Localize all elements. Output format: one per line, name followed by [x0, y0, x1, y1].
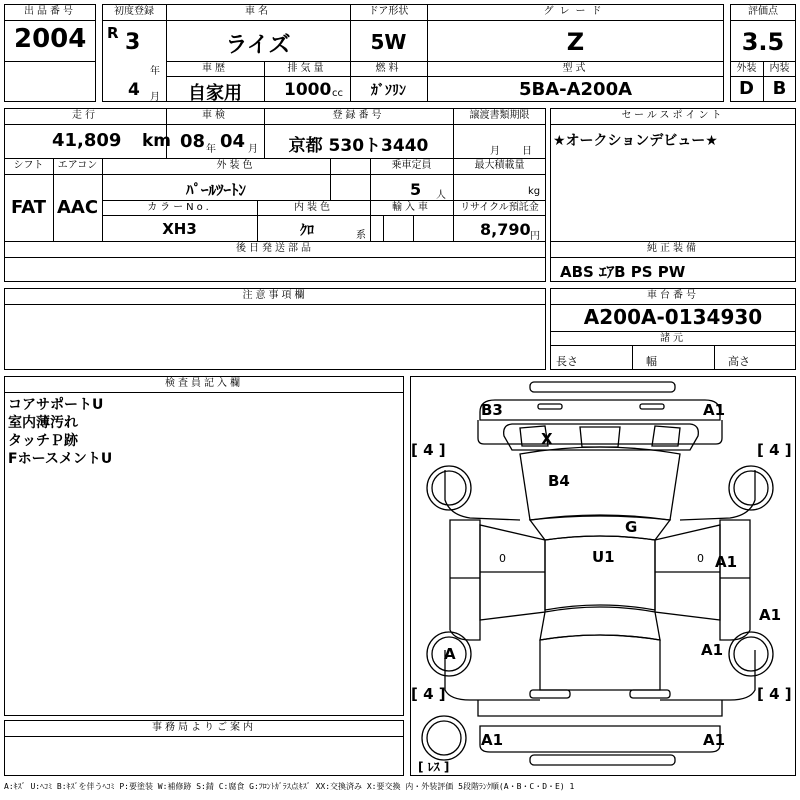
inspect-month-unit: 月 [248, 144, 258, 155]
damage-mark-a1-right-3: A1 [701, 641, 724, 659]
first-reg-year: 3 [125, 30, 141, 55]
sales-label: セールスポイント [621, 110, 725, 121]
damage-mark-a1-top-right: A1 [703, 401, 726, 419]
model-label: 型式 [562, 63, 589, 74]
color-label: 外装色 [216, 160, 256, 171]
tire-rear-left: [ 4 ] [411, 685, 446, 703]
inspector-label: 検査員記入欄 [165, 378, 243, 389]
mileage-label: 走行 [72, 110, 98, 121]
recycle-label: リサイクル預託金 [460, 202, 539, 213]
score: 3.5 [741, 28, 785, 56]
plate-label: 登録番号 [332, 110, 385, 121]
equip-label: 純正装備 [647, 243, 699, 254]
damage-mark-a1-bottom-left: A1 [481, 731, 504, 749]
damage-mark-b4: B4 [548, 472, 570, 490]
int-color: ｸﾛ [300, 223, 314, 239]
inspector-line-1: コアサポートU [8, 397, 104, 413]
transfer-month: 月 [490, 146, 500, 157]
ext-grade: D [739, 78, 754, 99]
ext-color: ﾊﾟｰﾙﾂｰﾄﾝ [185, 181, 246, 199]
history-label: 車歴 [202, 63, 228, 74]
history: 自家用 [188, 83, 242, 104]
later-label: 後日発送部品 [236, 243, 314, 254]
height-label: 高さ [728, 355, 750, 368]
damage-mark-u1: U1 [592, 548, 615, 566]
car-name: ライズ [225, 33, 291, 58]
transfer-day: 日 [522, 146, 532, 157]
inspector-line-3: タッチＰ跡 [8, 433, 78, 449]
damage-mark-b3: B3 [481, 401, 503, 419]
damage-mark-a1-right-2: A1 [759, 606, 782, 624]
era: R [107, 24, 119, 42]
seats: 5 [410, 180, 422, 199]
damage-mark-a: A [444, 645, 456, 663]
colorno-label: カラーNo. [147, 202, 212, 213]
equipment: ABS ｴｱB PS PW [560, 263, 686, 281]
load-unit: kg [528, 186, 541, 197]
seats-label: 乗車定員 [391, 160, 432, 171]
inspector-line-4: FホースメントU [8, 451, 113, 467]
lot-number: 2004 [14, 24, 87, 54]
ext-label: 外装 [736, 63, 757, 74]
office-label: 事務局よりご案内 [152, 722, 256, 733]
damage-mark-a1-bottom-right: A1 [703, 731, 726, 749]
length-label: 長さ [556, 355, 578, 368]
seats-unit: 人 [436, 190, 446, 201]
fuel-label: 燃料 [375, 63, 402, 74]
ac: AAC [56, 197, 99, 218]
name-label: 車名 [245, 6, 271, 17]
intcolor-unit: 系 [356, 230, 366, 241]
shift-label: シフト [13, 160, 44, 171]
zero-left: 0 [499, 552, 506, 565]
zero-right: 0 [697, 552, 704, 565]
score-label: 評価点 [748, 6, 778, 17]
disp-unit: cc [332, 88, 343, 99]
chassis-number: A200A-0134930 [583, 305, 763, 329]
model: 5BA-A200A [518, 79, 633, 100]
width-label: 幅 [646, 355, 657, 368]
spare-tire: [ ﾚｽ ] [418, 760, 450, 774]
tire-front-left: [ 4 ] [411, 441, 446, 459]
displacement: 1000 [284, 80, 332, 100]
tire-front-right: [ 4 ] [757, 441, 792, 459]
door-label: ドア形状 [368, 6, 409, 17]
color-number: XH3 [162, 220, 197, 238]
month-unit: 月 [150, 92, 160, 103]
door-type: 5W [370, 30, 407, 54]
disp-label: 排気量 [287, 63, 327, 74]
grade-label: グレード [543, 6, 608, 17]
mileage: 41,809 [52, 130, 122, 151]
int-grade: B [772, 78, 787, 99]
fuel: ｶﾞｿﾘﾝ [371, 83, 406, 99]
inspector-line-2: 室内薄汚れ [8, 415, 78, 431]
recycle-unit: 円 [530, 231, 540, 242]
tire-rear-right: [ 4 ] [757, 685, 792, 703]
inspect-label: 車検 [202, 110, 228, 121]
recycle: 8,790 [480, 220, 531, 239]
lot-label: 出品番号 [24, 6, 76, 17]
import-label: 輸入車 [392, 202, 431, 213]
inspect-month: 04 [220, 131, 246, 152]
first-reg-label: 初度登録 [114, 6, 154, 17]
int-label: 内装 [769, 63, 790, 74]
mileage-unit: km [142, 131, 172, 151]
chassis-label: 車台番号 [647, 290, 699, 301]
inspect-year: 08 [180, 131, 206, 152]
plate: 京都 530ト3440 [288, 136, 429, 156]
ac-label: エアコン [57, 160, 98, 171]
notes-label: 注意事項欄 [242, 290, 308, 301]
load-label: 最大積載量 [474, 160, 525, 171]
damage-mark-x: X [541, 430, 553, 448]
grade: Z [566, 28, 585, 56]
spec-label: 諸元 [660, 333, 686, 344]
damage-mark-g: G [625, 518, 638, 536]
shift: FAT [10, 197, 47, 218]
intcolor-label: 内装色 [294, 202, 333, 213]
legend: A:ｷｽﾞ U:ﾍｺﾐ B:ｷｽﾞを伴うﾍｺﾐ P:要塗装 W:補修跡 S:錆 C:腐食 G:ﾌﾛﾝﾄｶﾞﾗｽ点ｷｽﾞ XX:交換済み X:要交換 内・外装評価 5段階ﾗﾝｸ順(A・B・C・D・E) 1 [4, 782, 575, 791]
inspect-year-unit: 年 [206, 144, 216, 155]
year-unit: 年 [150, 66, 160, 77]
first-reg-month: 4 [128, 80, 140, 100]
damage-mark-a1-right-1: A1 [715, 553, 738, 571]
sales-point: ★オークションデビュー★ [553, 133, 718, 149]
transfer-label: 譲渡書類期限 [469, 110, 530, 121]
